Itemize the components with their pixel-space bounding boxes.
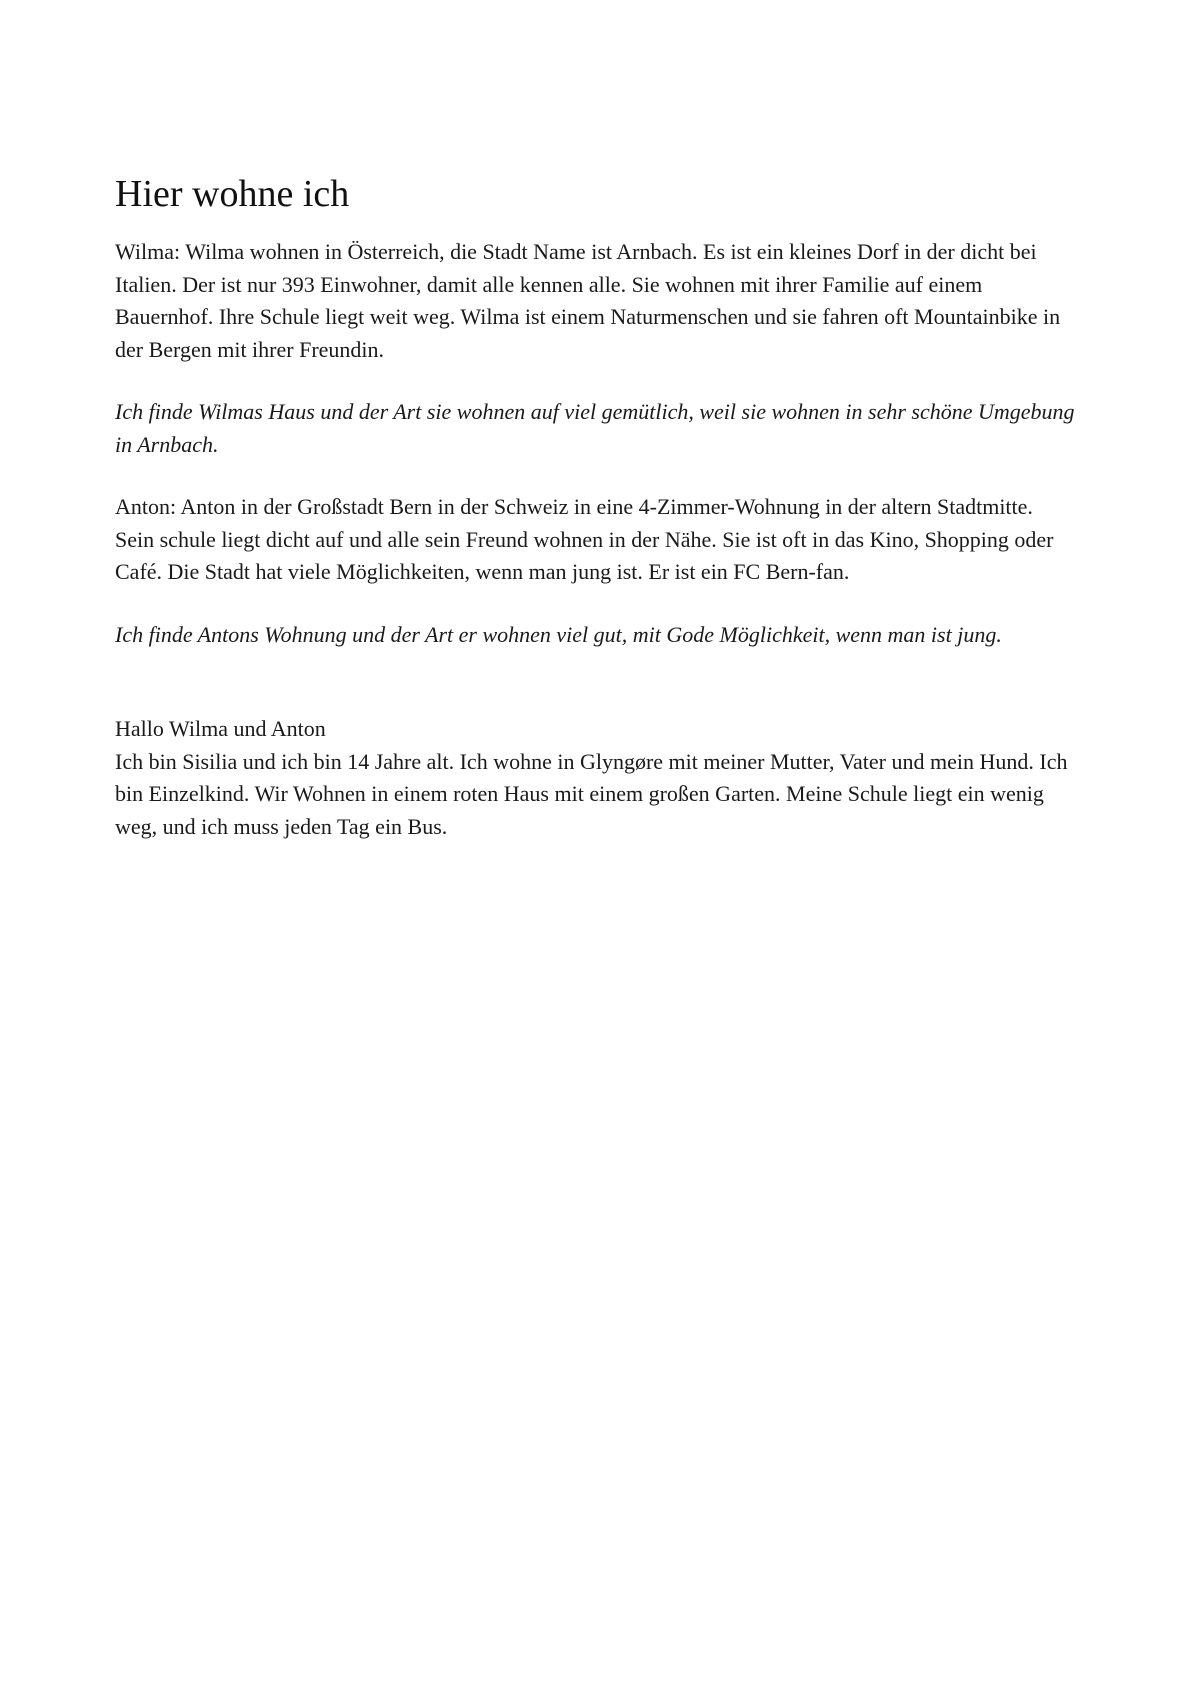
document-content [115, 170, 1075, 843]
paragraph-anton: Anton: Anton in der Großstadt Bern in der Schweiz in eine 4-Zimmer-Wohnung in der altern Stadtmitte. Sein schule liegt dicht auf und alle sein Freund wohnen in der Nähe. Sie ist oft in das Kino, Shopping oder Café. Die Stadt hat viele Möglichkeiten, wenn man jung ist. Er ist ein FC Bern-fan. [115, 494, 1054, 584]
paragraph-anton-opinion: Ich finde Antons Wohnung und der Art er wohnen viel gut, mit Gode Möglichkeit, wenn man ist jung. [115, 621, 1002, 647]
paragraph-wilma: Wilma: Wilma wohnen in Österreich, die Stadt Name ist Arnbach. Es ist ein kleines Dorf in der dicht bei Italien. Der ist nur 393 Einwohner, damit alle kennen alle. Sie wohnen mit ihrer Familie auf einem Bauernhof. Ihre Schule liegt weit weg. Wilma ist einem Naturmenschen und sie fahren oft Mountainbike in der Bergen mit ihrer Freundin. [115, 239, 1061, 362]
document-title: Hier wohne ich [115, 173, 350, 215]
letter-body: Ich bin Sisilia und ich bin 14 Jahre alt. Ich wohne in Glyngøre mit meiner Mutter, Vater und mein Hund. Ich bin Einzelkind. Wir Wohnen in einem roten Haus mit einem großen Garten. Meine Schule liegt ein wenig weg, und ich muss jeden Tag ein Bus. [115, 748, 1068, 839]
letter-greeting: Hallo Wilma und Anton [115, 716, 326, 741]
paragraph-wilma-opinion: Ich finde Wilmas Haus und der Art sie wohnen auf viel gemütlich, weil sie wohnen in sehr schöne Umgebung in Arnbach. [115, 399, 1075, 457]
